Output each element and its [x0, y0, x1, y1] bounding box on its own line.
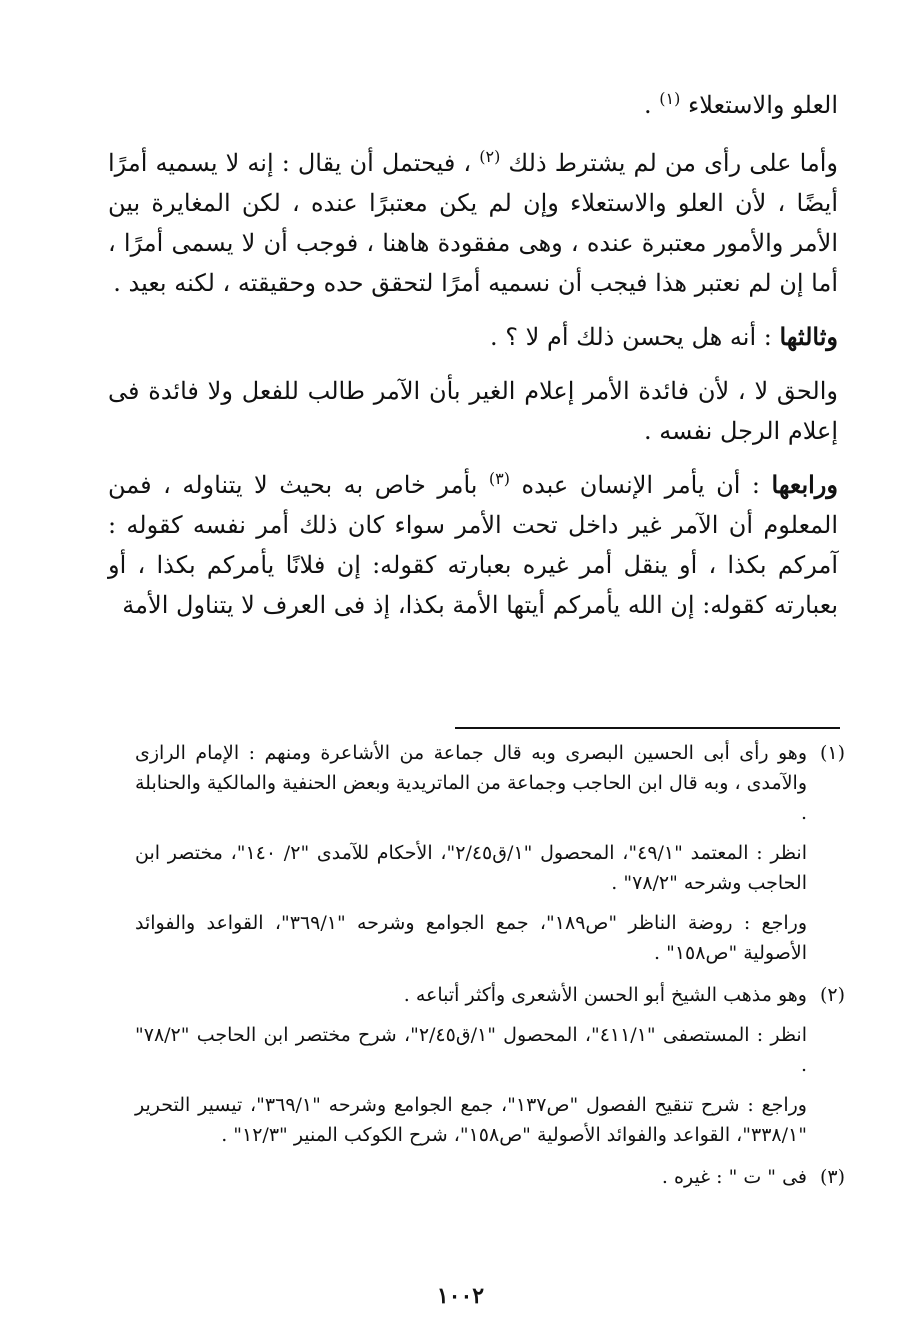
paragraph-4 — [108, 371, 838, 451]
footnote-2-para-3: وراجع : شرح تنقيح الفصول "ص١٣٧"، جمع الجوامع وشرحه "٣٦٩/١"، تيسير التحرير "٣٣٨/١"، القواعد والفوائد الأصولية "ص١٥٨"، شرح الكوكب المنير "١٢/٣" . — [135, 1094, 807, 1146]
paragraph-1-text: العلو والاستعلاء — [687, 91, 838, 119]
paragraph-5 — [108, 465, 838, 625]
page-number: ١٠٠٢ — [436, 1283, 485, 1309]
footnote-separator — [455, 727, 840, 729]
footnote-ref-1: (١) — [659, 89, 681, 108]
footnote-1-para-3: وراجع : روضة الناظر "ص١٨٩"، جمع الجوامع وشرحه "٣٦٩/١"، القواعد والفوائد الأصولية "ص١٥٨" . — [135, 912, 807, 964]
paragraph-5-lead: ورابعها — [771, 470, 838, 499]
paragraph-3-text: : أنه هل يحسن ذلك أم لا ؟ . — [490, 323, 772, 351]
paragraph-2-start: وأما على رأى من لم يشترط ذلك — [508, 149, 838, 177]
paragraph-4-text: والحق لا ، لأن فائدة الأمر إعلام الغير بأن الآمر طالب للفعل ولا فائدة فى إعلام الرجل نفسه . — [108, 377, 838, 445]
paragraph-2 — [108, 143, 838, 303]
footnote-3 — [135, 1162, 845, 1192]
footnote-3-number: (٣) — [819, 1166, 845, 1188]
footnote-1-para-2: انظر : المعتمد "٤٩/١"، المحصول "١/ق٢/٤٥"، الأحكام للآمدى "٢/ ١٤٠"، مختصر ابن الحاجب وشرحه "٧٨/٢" . — [135, 842, 807, 894]
paragraph-5-rest: بأمر خاص به بحيث لا يتناوله ، فمن المعلوم أن الآمر غير داخل تحت الأمر سواء كان ذلك أمر نفسه كقوله : آمركم بكذا ، أو ينقل أمر غيره بعبارته كقوله: إن فلانًا يأمركم بكذا ، أو بعبارته كقوله: إن الله يأمركم أيتها الأمة بكذا، إذ فى العرف لا يتناول الأمة — [108, 471, 838, 619]
footnote-2-number: (٢) — [819, 984, 845, 1006]
paragraph-1-end: . — [643, 91, 652, 119]
paragraph-5-start: : أن يأمر الإنسان عبده — [521, 471, 761, 499]
paragraph-3 — [108, 317, 838, 357]
footnote-1 — [135, 738, 845, 968]
paragraph-2-rest: ، فيحتمل أن يقال : إنه لا يسميه أمرًا أيضًا ، لأن العلو والاستعلاء وإن لم يكن معتبرًا عنده ، لكن المغايرة بين الأمر والأمور معتبرة عنده ، وهى مفقودة هاهنا ، فوجب أن لا يسمى أمرًا ، أما إن لم نعتبر هذا فيجب أن نسميه أمرًا لتحقق حده وحقيقته ، لكنه بعيد . — [108, 149, 838, 297]
paragraph-1 — [108, 85, 838, 125]
footnote-2 — [135, 980, 845, 1150]
footnote-1-number: (١) — [819, 742, 845, 764]
footnote-3-para-1: فى " ت " : غيره . — [661, 1166, 807, 1188]
footnote-ref-2: (٢) — [479, 147, 501, 166]
footnote-ref-3: (٣) — [488, 469, 511, 488]
footnote-1-para-1: وهو رأى أبى الحسين البصرى وبه قال جماعة من الأشاعرة ومنهم : الإمام الرازى والآمدى ، وبه قال ابن الحاجب وجماعة من الماتريدية وبعض الحنفية والمالكية والحنابلة . — [135, 742, 807, 824]
footnotes — [135, 738, 845, 1204]
main-text — [108, 85, 838, 639]
footnote-2-para-1: وهو مذهب الشيخ أبو الحسن الأشعرى وأكثر أتباعه . — [403, 984, 807, 1006]
footnote-2-para-2: انظر : المستصفى "٤١١/١"، المحصول "١/ق٢/٤٥"، شرح مختصر ابن الحاجب "٧٨/٢" . — [135, 1024, 807, 1076]
paragraph-3-lead: وثالثها — [779, 322, 838, 351]
